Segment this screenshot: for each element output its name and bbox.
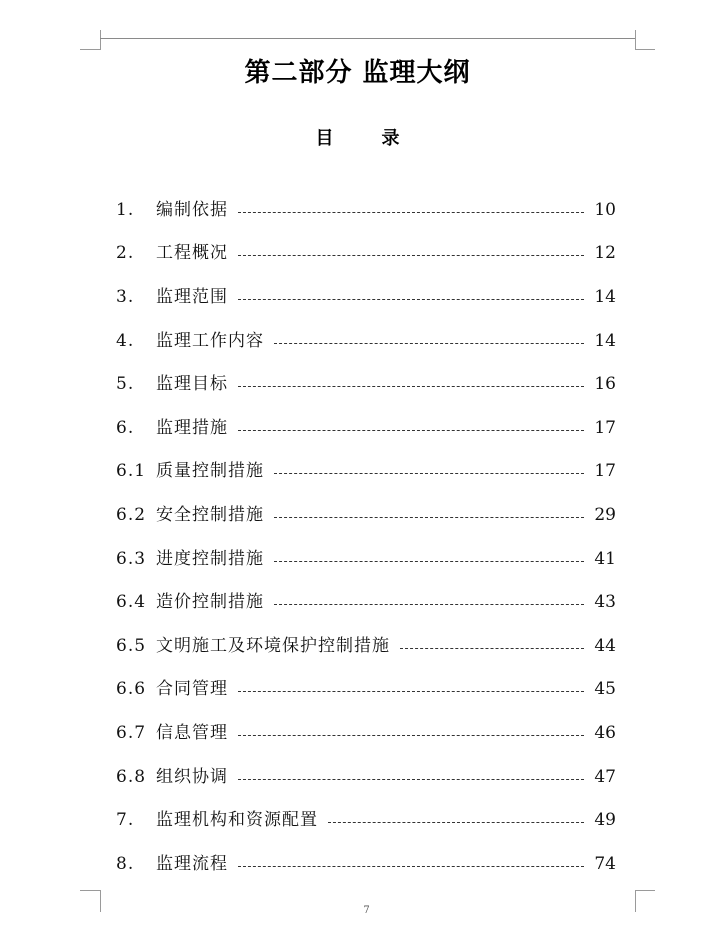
toc-entry-number: 6.7 xyxy=(116,722,147,743)
toc-dot-leader xyxy=(238,778,584,780)
toc-entry[interactable] xyxy=(116,798,616,842)
toc-entry-number: 5. xyxy=(116,374,135,395)
toc-entry-number: 6.5 xyxy=(116,635,147,656)
toc-entry-number: 2. xyxy=(116,243,135,264)
toc-entry[interactable] xyxy=(116,624,616,668)
toc-entry-title: 监理措施 xyxy=(156,417,228,438)
toc-entry-title: 工程概况 xyxy=(156,243,228,264)
toc-entry-page: 41 xyxy=(594,548,616,569)
toc-entry[interactable] xyxy=(116,711,616,755)
toc-entry-page: 43 xyxy=(594,592,616,613)
toc-entry-page: 16 xyxy=(594,374,616,395)
toc-entry[interactable] xyxy=(116,668,616,712)
toc-entry-title: 组织协调 xyxy=(156,766,228,787)
toc-dot-leader xyxy=(274,603,584,605)
toc-dot-leader xyxy=(274,472,584,474)
toc-entry-page: 29 xyxy=(594,504,616,525)
toc-entry[interactable] xyxy=(116,450,616,494)
toc-dot-leader xyxy=(238,429,584,431)
toc-entry-page: 46 xyxy=(594,722,616,743)
toc-dot-leader xyxy=(274,516,584,518)
toc-entry[interactable] xyxy=(116,275,616,319)
toc-dot-leader xyxy=(238,690,584,692)
toc-entry-number: 6.6 xyxy=(116,679,147,700)
toc-dot-leader xyxy=(238,734,584,736)
document-title: 第二部分 监理大纲 xyxy=(244,58,471,88)
page-number: 7 xyxy=(363,905,370,916)
toc-entry-title: 监理工作内容 xyxy=(156,330,264,351)
toc-entry[interactable] xyxy=(116,755,616,799)
toc-entry-page: 17 xyxy=(594,461,616,482)
table-of-contents xyxy=(116,188,616,886)
toc-dot-leader xyxy=(238,211,584,213)
toc-entry-title: 监理范围 xyxy=(156,286,228,307)
toc-entry-number: 6.4 xyxy=(116,592,147,613)
toc-entry-number: 3. xyxy=(116,286,135,307)
toc-dot-leader xyxy=(238,254,584,256)
toc-entry-title: 信息管理 xyxy=(156,722,228,743)
toc-entry[interactable] xyxy=(116,188,616,232)
toc-dot-leader xyxy=(238,298,584,300)
toc-entry-number: 6. xyxy=(116,417,135,438)
toc-entry-page: 12 xyxy=(594,243,616,264)
toc-dot-leader xyxy=(400,647,584,649)
toc-entry-title: 进度控制措施 xyxy=(156,548,264,569)
toc-entry-page: 49 xyxy=(594,810,616,831)
toc-entry-title: 合同管理 xyxy=(156,679,228,700)
toc-entry-page: 47 xyxy=(594,766,616,787)
toc-entry-page: 10 xyxy=(594,199,616,220)
toc-dot-leader xyxy=(238,385,584,387)
toc-entry-title: 监理流程 xyxy=(156,853,228,874)
toc-entry-number: 8. xyxy=(116,853,135,874)
toc-entry[interactable] xyxy=(116,537,616,581)
toc-entry-number: 6.3 xyxy=(116,548,147,569)
toc-entry-number: 6.1 xyxy=(116,461,147,482)
header-rule xyxy=(100,38,635,39)
toc-entry-title: 监理机构和资源配置 xyxy=(156,810,318,831)
toc-entry-number: 4. xyxy=(116,330,135,351)
toc-dot-leader xyxy=(274,342,584,344)
toc-entry[interactable] xyxy=(116,232,616,276)
toc-entry[interactable] xyxy=(116,319,616,363)
toc-heading-right: 录 xyxy=(381,128,400,149)
toc-entry-page: 17 xyxy=(594,417,616,438)
toc-entry-number: 1. xyxy=(116,199,135,220)
toc-entry-title: 质量控制措施 xyxy=(156,461,264,482)
toc-entry-title: 监理目标 xyxy=(156,374,228,395)
toc-heading-left: 目 xyxy=(315,128,334,149)
toc-dot-leader xyxy=(274,560,584,562)
toc-entry[interactable] xyxy=(116,362,616,406)
toc-entry-title: 安全控制措施 xyxy=(156,504,264,525)
toc-entry-title: 编制依据 xyxy=(156,199,228,220)
toc-entry-page: 14 xyxy=(594,330,616,351)
toc-entry-number: 7. xyxy=(116,810,135,831)
toc-entry-page: 45 xyxy=(594,679,616,700)
toc-entry-page: 74 xyxy=(594,853,616,874)
toc-entry-page: 44 xyxy=(594,635,616,656)
toc-entry[interactable] xyxy=(116,493,616,537)
toc-entry[interactable] xyxy=(116,580,616,624)
toc-entry-title: 文明施工及环境保护控制措施 xyxy=(156,635,390,656)
toc-dot-leader xyxy=(238,865,584,867)
toc-heading xyxy=(0,124,715,150)
toc-entry-title: 造价控制措施 xyxy=(156,592,264,613)
toc-entry[interactable] xyxy=(116,842,616,886)
toc-entry-number: 6.2 xyxy=(116,504,147,525)
toc-entry-page: 14 xyxy=(594,286,616,307)
toc-dot-leader xyxy=(328,821,584,823)
toc-entry[interactable] xyxy=(116,406,616,450)
toc-entry-number: 6.8 xyxy=(116,766,147,787)
